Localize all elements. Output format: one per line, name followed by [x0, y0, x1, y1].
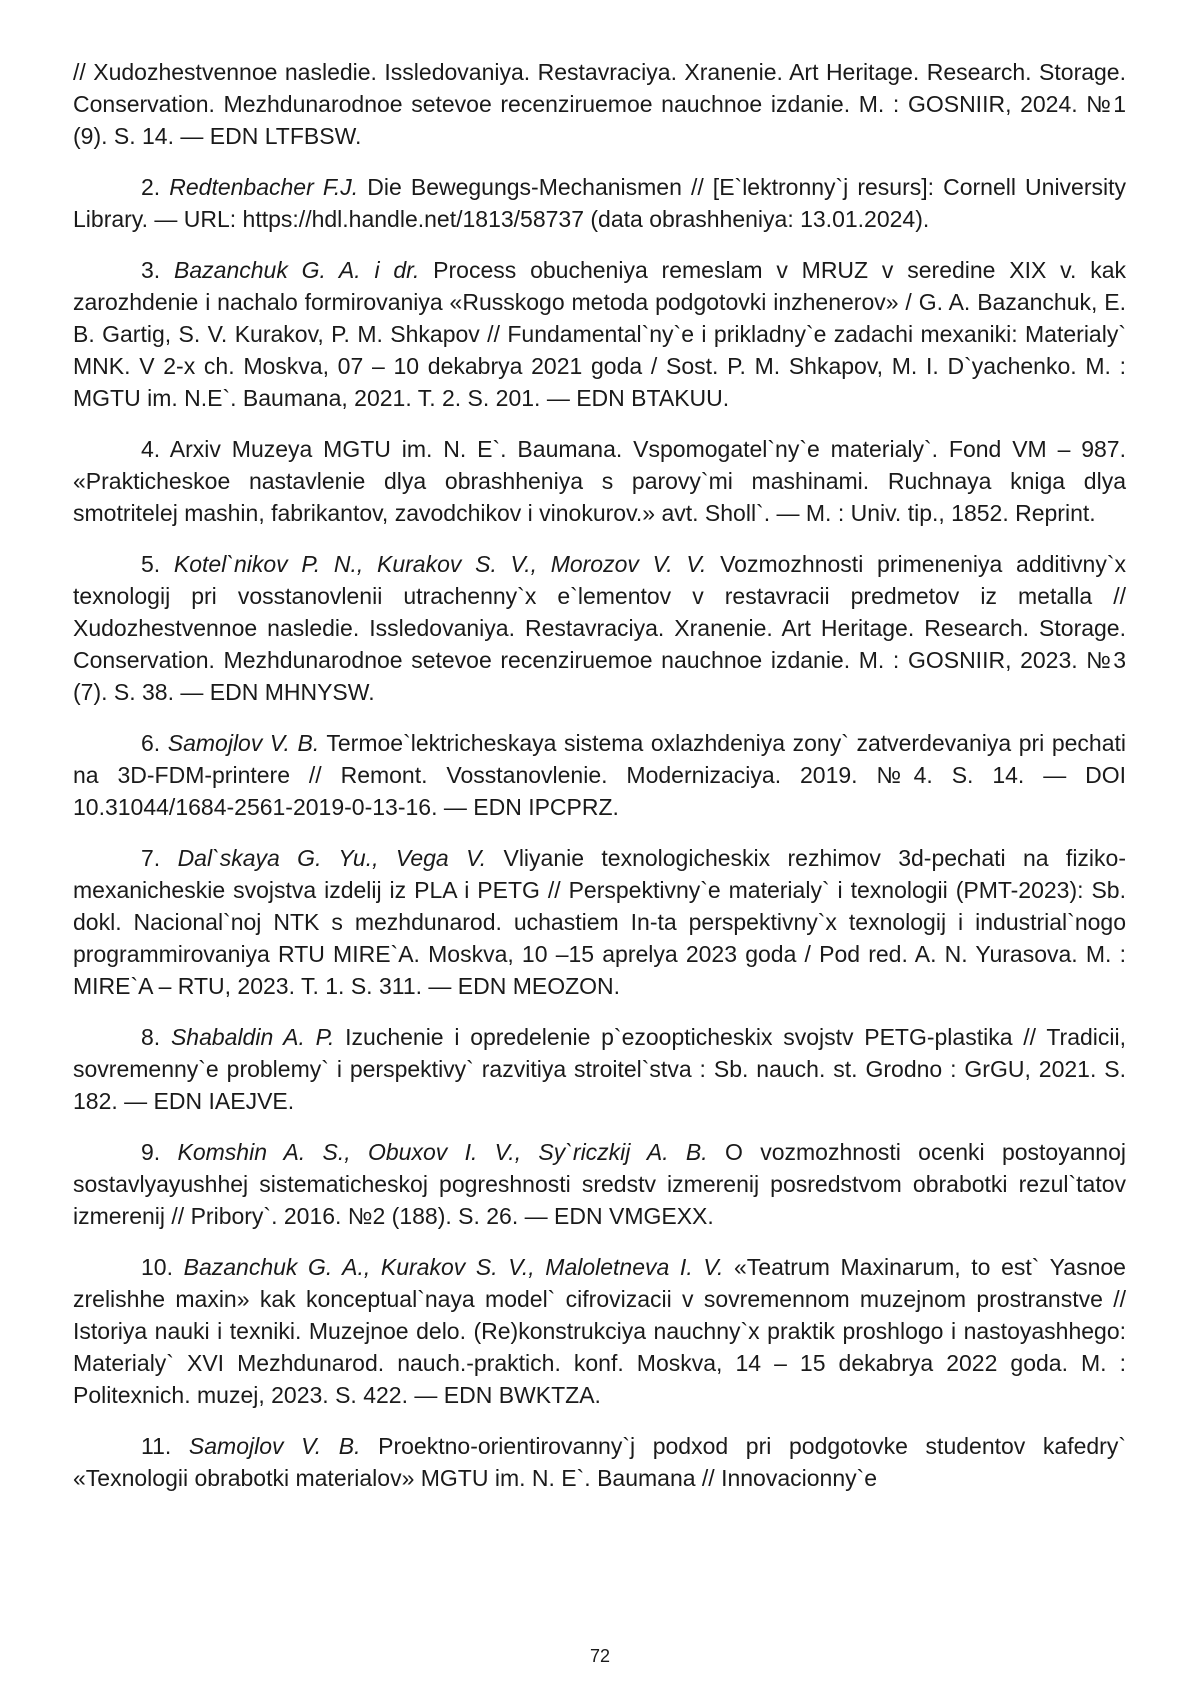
reference-text: Izuchenie i opredelenie p`ezoopticheskix svojstv PETG-plastika // Tradicii, sovremenny`e problemy` i perspektivy` razvitiya stroitel`stva : Sb. nauch. st. Grodno : GrGU, 2021. S. 182. — EDN IAEJVE.	[73, 1024, 1127, 1114]
reference-item-11	[73, 1430, 1126, 1494]
reference-item-3	[73, 254, 1126, 414]
reference-authors: Bazanchuk G. A. i dr.	[174, 257, 420, 283]
reference-number: 4.	[141, 436, 170, 462]
reference-authors: Komshin A. S., Obuxov I. V., Sy`riczkij A. B.	[177, 1139, 708, 1165]
reference-item-7	[73, 842, 1126, 1002]
reference-list	[73, 56, 1126, 1494]
reference-number: 9.	[141, 1139, 178, 1165]
reference-authors: Redtenbacher F.J.	[169, 174, 359, 200]
reference-number: 2.	[141, 174, 170, 200]
reference-number: 10.	[141, 1254, 184, 1280]
reference-authors: Samojlov V. B.	[188, 1433, 361, 1459]
reference-text: «Teatrum Maxinarum, to est` Yasnoe zrelishhe maxin» kak konceptual`naya model` cifrovizacii v sovremennom muzejnom prostranstve // Istoriya nauki i texniki. Muzejnoe delo. (Re)konstrukciya nauchny`x praktik proshlogo i nastoyashhego: Materialy` XVI Mezhdunarod. nauch.-praktich. konf. Moskva, 14 – 15 dekabrya 2022 goda. M. : Politexnich. muzej, 2023. S. 422. — EDN BWKTZA.	[73, 1254, 1126, 1408]
reference-number: 8.	[141, 1024, 171, 1050]
page-number: 72	[589, 1646, 611, 1666]
reference-item-5	[73, 548, 1126, 708]
reference-authors: Samojlov V. B.	[167, 730, 320, 756]
reference-text: Proektno-orientirovanny`j podxod pri podgotovke studentov kafedry` «Texnologii obrabotki materialov» MGTU im. N. E`. Baumana // Innovacionny`e	[73, 1433, 1126, 1491]
reference-text: Process obucheniya remeslam v MRUZ v seredine XIX v. kak zarozhdenie i nachalo formirovaniya «Russkogo metoda podgotovki inzhenerov» / G. A. Bazanchuk, E. B. Gartig, S. V. Kurakov, P. M. Shkapov // Fundamental`ny`e i prikladny`e zadachi mexaniki: Materialy` MNK. V 2-x ch. Moskva, 07 – 10 dekabrya 2021 goda / Sost. P. M. Shkapov, M. I. D`yachenko. M. : MGTU im. N.E`. Baumana, 2021. T. 2. S. 201. — EDN BTAKUU.	[73, 257, 1126, 411]
reference-text: Vliyanie texnologicheskix rezhimov 3d-pechati na fiziko-mexanicheskie svojstva izdelij iz PLA i PETG // Perspektivny`e materialy` i texnologii (PMT-2023): Sb. dokl. Nacional`noj NTK s mezhdunarod. uchastiem In-ta perspektivny`x texnologij i industrial`nogo programmirovaniya RTU MIRE`A. Moskva, 10 –15 aprelya 2023 goda / Pod red. A. N. Yurasova. M. : MIRE`A – RTU, 2023. T. 1. S. 311. — EDN MEOZON.	[73, 845, 1126, 999]
reference-number: 11.	[141, 1433, 189, 1459]
reference-item-6	[73, 727, 1126, 823]
reference-text: Termoe`lektricheskaya sistema oxlazhdeniya zony` zatverdevaniya pri pechati na 3D-FDM-printere // Remont. Vosstanovlenie. Modernizaciya. 2019. №4. S. 14. — DOI 10.31044/1684-2561-2019-0-13-16. — EDN IPCPRZ.	[73, 730, 1126, 820]
reference-text: Arxiv Muzeya MGTU im. N. E`. Baumana. Vspomogatel`ny`e materialy`. Fond VM – 987. «Prakticheskoe nastavlenie dlya obrashheniya s parovy`mi mashinami. Ruchnaya kniga dlya smotritelej mashin, fabrikantov, zavodchikov i vinokurov.» avt. Sholl`. — M. : Univ. tip., 1852. Reprint.	[73, 436, 1126, 526]
reference-number: 5.	[141, 551, 174, 577]
reference-item-10	[73, 1251, 1126, 1411]
reference-text: Die Bewegungs-Mechanismen // [E`lektronny`j resurs]: Cornell University Library. — URL: https://hdl.handle.net/1813/58737 (data obrashheniya: 13.01.2024).	[73, 174, 1127, 232]
reference-number: 7.	[141, 845, 178, 871]
reference-item-4	[73, 433, 1126, 529]
reference-item-8	[73, 1021, 1126, 1117]
reference-number: 6.	[141, 730, 168, 756]
reference-text: Vozmozhnosti primeneniya additivny`x texnologij pri vosstanovlenii utrachenny`x e`lementov v restavracii predmetov iz metalla // Xudozhestvennoe nasledie. Issledovaniya. Restavraciya. Xranenie. Art Heritage. Research. Storage. Conservation. Mezhdunarodnoe setevoe recenziruemoe nauchnoe izdanie. M. : GOSNIIR, 2023. №3 (7). S. 38. — EDN MHNYSW.	[73, 551, 1126, 705]
reference-item-9	[73, 1136, 1126, 1232]
reference-number: 3.	[141, 257, 175, 283]
reference-item-1-continued	[73, 56, 1126, 152]
reference-authors: Bazanchuk G. A., Kurakov S. V., Maloletneva I. V.	[183, 1254, 724, 1280]
reference-text: // Xudozhestvennoe nasledie. Issledovaniya. Restavraciya. Xranenie. Art Heritage. Research. Storage. Conservation. Mezhdunarodnoe setevoe recenziruemoe nauchnoe izdanie. M. : GOSNIIR, 2024. №1 (9). S. 14. — EDN LTFBSW.	[73, 59, 1126, 149]
reference-authors: Kotel`nikov P. N., Kurakov S. V., Morozov V. V.	[173, 551, 707, 577]
reference-text: O vozmozhnosti ocenki postoyannoj sostavlyayushhej sistematicheskoj pogreshnosti sredstv izmerenij posredstvom obrabotki rezul`tatov izmerenij // Pribory`. 2016. №2 (188). S. 26. — EDN VMGEXX.	[73, 1139, 1127, 1229]
reference-item-2	[73, 171, 1126, 235]
reference-authors: Shabaldin A. P.	[170, 1024, 335, 1050]
reference-authors: Dal`skaya G. Yu., Vega V.	[177, 845, 487, 871]
